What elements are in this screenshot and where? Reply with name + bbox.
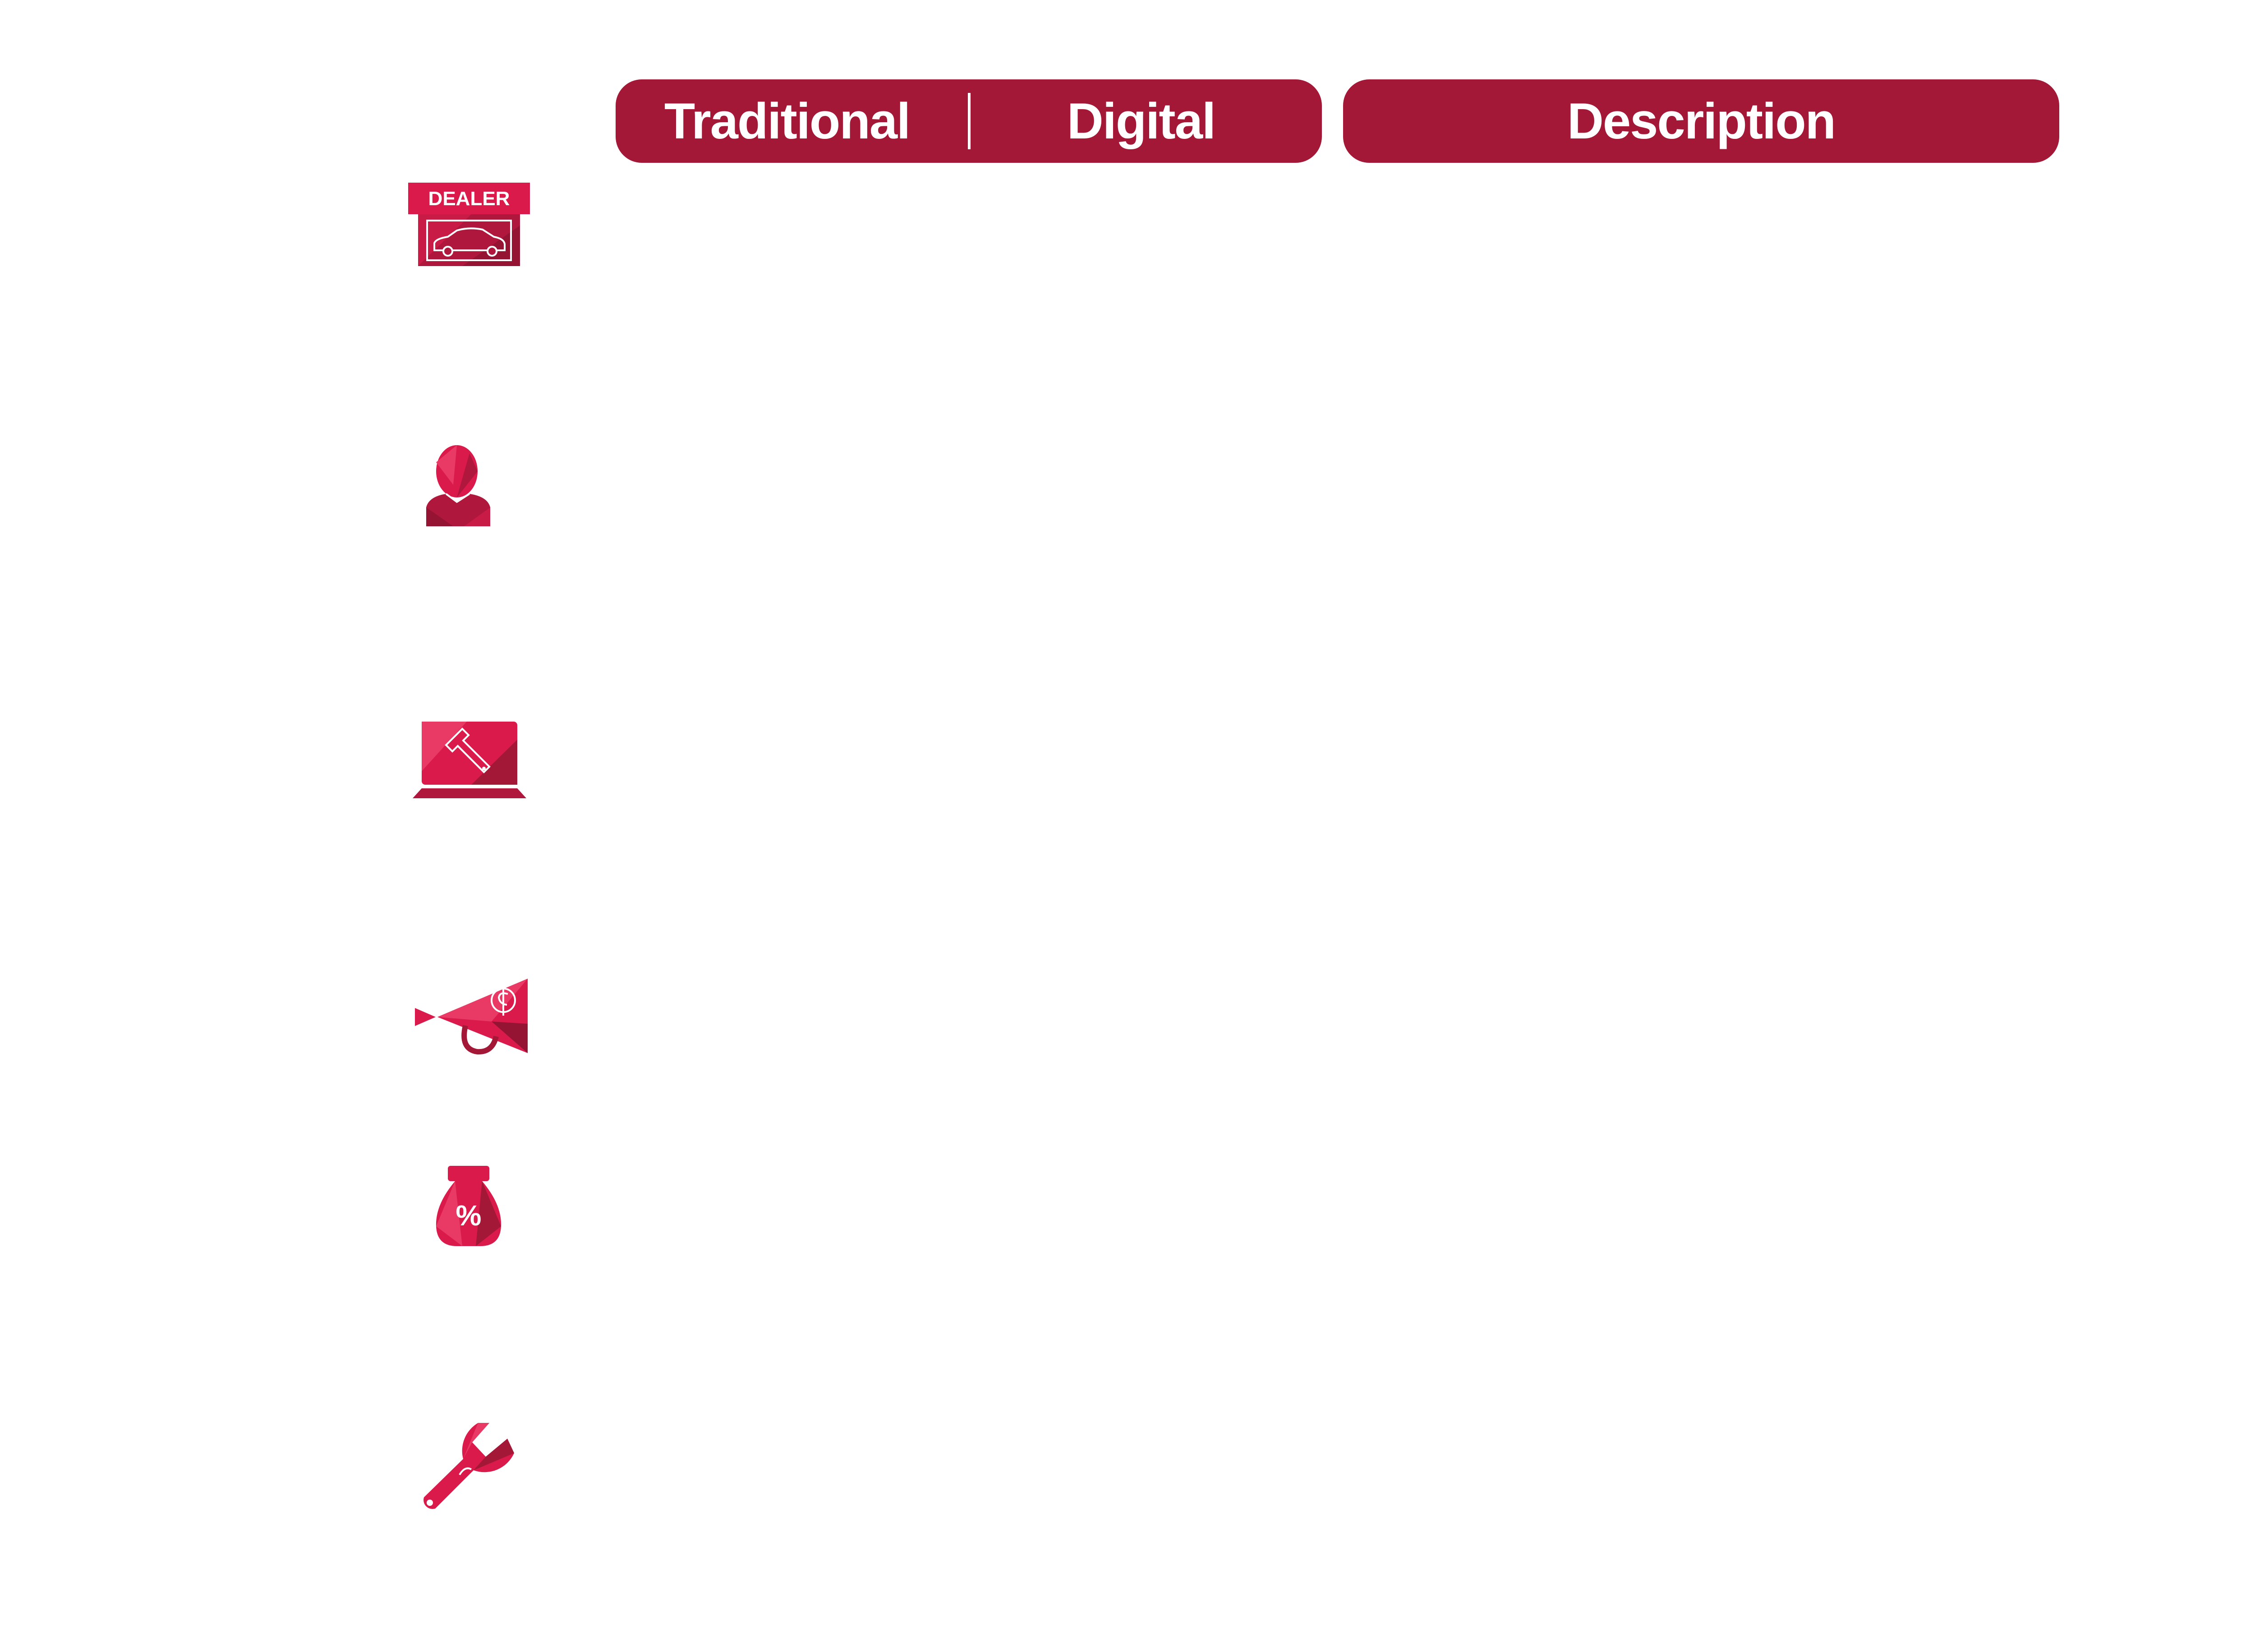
traditional-digital-header: [616, 79, 1322, 163]
dealer-storefront-icon: [408, 183, 530, 266]
laptop-wrench-icon: [413, 722, 526, 798]
header-divider: [968, 93, 971, 149]
megaphone-icon: [415, 979, 528, 1053]
description-column-header: Description: [1343, 79, 2059, 163]
person-icon: [426, 444, 490, 526]
wrench-icon: [422, 1421, 514, 1513]
digital-column-header: Digital: [1067, 93, 1215, 149]
traditional-column-header: Traditional: [664, 93, 910, 149]
dealer-badge-text: DEALER: [428, 188, 510, 210]
percent-glyph: %: [456, 1199, 482, 1232]
money-bag-percent-icon: [435, 1166, 502, 1246]
